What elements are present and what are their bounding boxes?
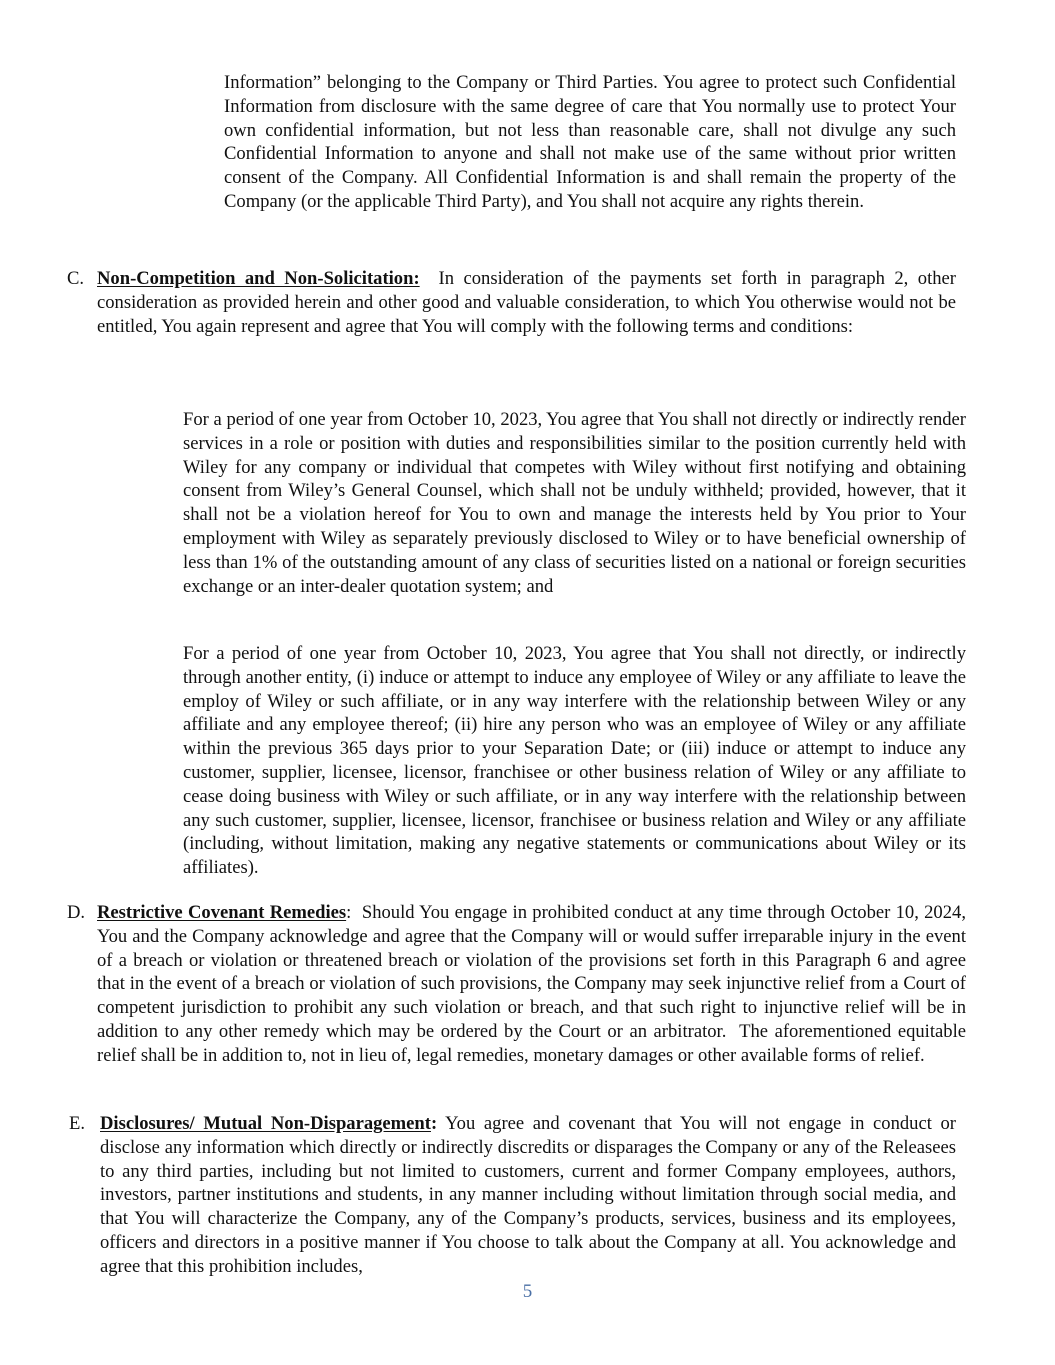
- section-e-heading: Disclosures/ Mutual Non-Disparagement: [100, 1113, 431, 1134]
- section-c-body: [97, 267, 961, 338]
- section-c-paragraph-1: For a period of one year from October 10, 2023, You agree that You shall not directly or indirectly render services in a role or position with duties and responsibilities similar to the position currently held with Wiley for any company or individual that competes with Wiley without first notifying and obtaining consent from Wiley’s General Counsel, which shall not be unduly withheld; provided, however, that it shall not be a violation hereof for You to own and manage the interests held by You prior to Your employment with Wiley as separately previously disclosed to Wiley or to have beneficial ownership of less than 1% of the outstanding amount of any class of securities listed on a national or foreign securities exchange or an inter-dealer quotation system; and: [183, 409, 966, 597]
- section-c-label: C.: [67, 268, 85, 289]
- section-c: [67, 267, 961, 338]
- section-e-heading-colon: :: [430, 1113, 438, 1134]
- section-c-text: In consideration of the payments set forth in paragraph 2, other consideration as provided herein and other good and valuable consideration, to which You otherwise would not be entitled, You again represent and agree that You will comply with the following terms and conditions:: [97, 268, 961, 337]
- section-d-text: : Should You engage in prohibited conduct at any time through October 10, 2024, You and the Company acknowledge and agree that the Company will or would suffer irreparable injury in the event of a breach or violation or threatened breach or violation of the provisions set forth in this Paragraph 6 and agree that in the event of a breach or violation of such provisions, the Company may seek injunctive relief from a Court of competent jurisdiction to prohibit any such violation or breach, and that such right to injunctive relief will be in addition to any other remedy which may be ordered by the Court or an arbitrator. The aforementioned equitable relief shall be in addition to, not in lieu of, legal remedies, monetary damages or other available forms of relief.: [97, 902, 971, 1066]
- section-d-heading: Restrictive Covenant Remedies: [97, 902, 347, 923]
- section-e-label: E.: [69, 1113, 86, 1134]
- section-c-paragraph-2: For a period of one year from October 10, 2023, You agree that You shall not directly, or indirectly through another entity, (i) induce or attempt to induce any employee of Wiley or any affiliate to leave the employ of Wiley or such affiliate, or in any way interfere with the relationship between Wiley or any affiliate and any employee thereof; (ii) hire any person who was an employee of Wiley or any affiliate within the previous 365 days prior to your Separation Date; or (iii) induce or attempt to induce any customer, supplier, licensee, licensor, franchisee or other business relation of Wiley or any affiliate to cease doing business with Wiley or such affiliate, or in any way interfere with the relationship between any such customer, supplier, licensee, licensor, franchisee or business relation and Wiley or any affiliate (including, without limitation, making any negative statements or communications about Wiley or its affiliates).: [183, 643, 966, 879]
- section-d-body: [97, 901, 971, 1068]
- section-c-heading: Non-Competition and Non-Solicitation:: [97, 268, 420, 289]
- section-d: [67, 901, 971, 1068]
- section-d-label: D.: [67, 902, 86, 923]
- page-number: 5: [522, 1281, 533, 1302]
- section-e-text: You agree and covenant that You will not engage in conduct or disclose any information which directly or indirectly discredits or disparages the Company or any of the Releasees to any third parties, including but not limited to customers, current and former Company employees, authors, investors, partner institutions and students, in any manner including without limitation through social media, and that You will characterize the Company, any of the Company’s products, services, business and its employees, officers and directors in a positive manner if You choose to talk about the Company at all. You acknowledge and agree that this prohibition includes,: [100, 1113, 961, 1277]
- section-e: [69, 1112, 961, 1279]
- intro-paragraph: Information” belonging to the Company or Third Parties. You agree to protect such Confidential Information from disclosure with the same degree of care that You normally use to protect Your own confidential information, but not less than reasonable care, shall not divulge any such Confidential Information to anyone and shall not make use of the same without prior written consent of the Company. All Confidential Information is and shall remain the property of the Company (or the applicable Third Party), and You shall not acquire any rights therein.: [224, 72, 956, 212]
- section-e-body: [100, 1112, 961, 1279]
